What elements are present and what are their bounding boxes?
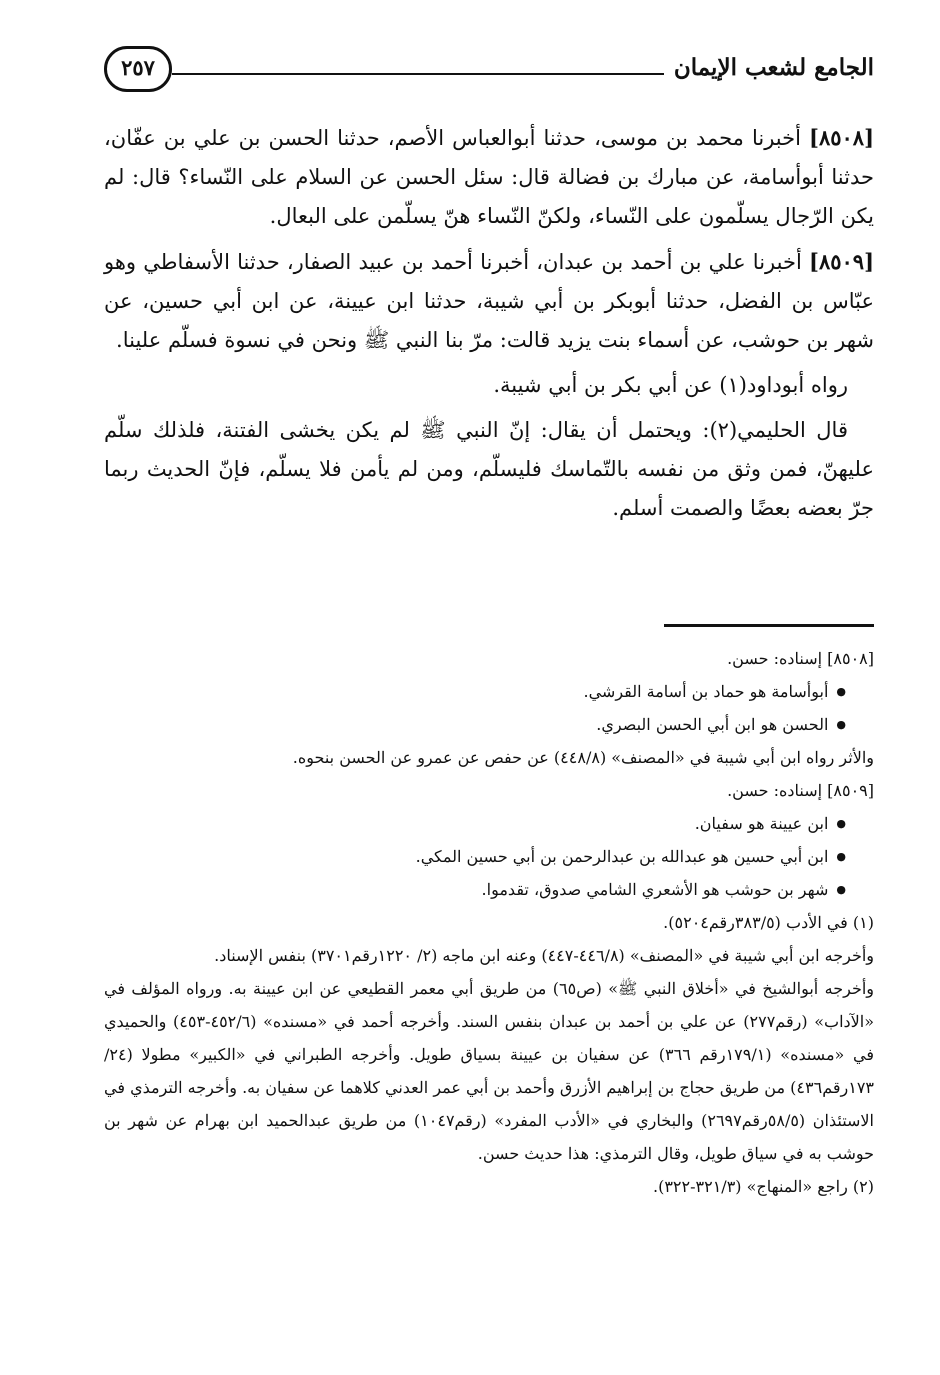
hadith-8509 xyxy=(104,242,874,360)
note-title-8508: [٨٥٠٨] إسناده: حسن. xyxy=(727,649,874,668)
hadith-number: [٨٥٠٩] xyxy=(809,249,874,274)
note-list-8508 xyxy=(104,675,874,741)
header-rule xyxy=(172,73,664,75)
footnote-1-para-1: وأخرجه ابن أبي شيبة في «المصنف» (٤٤٦/٨-٤٤٧) وعنه ابن ماجه (٢/ ١٢٢٠رقم٣٧٠١) بنفس الإسناد. xyxy=(214,946,874,965)
list-item: ● ابن عيينة هو سفيان. xyxy=(104,807,846,840)
footnote-2: (٢) راجع «المنهاج» (٣٢١/٣-٣٢٢). xyxy=(653,1177,874,1196)
note-title-8509: [٨٥٠٩] إسناده: حسن. xyxy=(727,781,874,800)
main-text xyxy=(104,118,874,534)
halimi-comment: قال الحليمي(٢): ويحتمل أن يقال: إنّ النبي ﷺ لم يكن يخشى الفتنة، فلذلك سلّم عليهنّ، فمن وثق من نفسه بالتّماسك فليسلّم، ومن لم يأمن فلا يسلّم، فإنّ الحديث ربما جرّ بعضه بعضًا والصمت أسلم. xyxy=(104,418,874,520)
page-header xyxy=(104,44,874,100)
hadith-number: [٨٥٠٨] xyxy=(809,125,874,150)
list-item: ● الحسن هو ابن أبي الحسن البصري. xyxy=(104,708,846,741)
note-list-8509 xyxy=(104,807,874,906)
footnote-separator xyxy=(664,624,874,627)
page-number-badge: ٢٥٧ xyxy=(104,46,172,92)
footnote-1: (١) في الأدب (٣٨٣/٥رقم٥٢٠٤). xyxy=(663,913,874,932)
note-trail-8508: والأثر رواه ابن أبي شيبة في «المصنف» (٤٤٨/٨) عن حفص عن عمرو عن الحسن بنحوه. xyxy=(292,748,874,767)
list-item: ● أبوأسامة هو حماد بن أسامة القرشي. xyxy=(104,675,846,708)
hadith-text: أخبرنا علي بن أحمد بن عبدان، أخبرنا أحمد بن عبيد الصفار، حدثنا الأسفاطي وهو عبّاس بن الفضل، حدثنا أبوبكر بن أبي شيبة، حدثنا ابن عيينة، عن ابن أبي حسين، عن شهر بن حوشب، عن أسماء بنت يزيد قالت: مرّ بنا النبي ﷺ ونحن في نسوة فسلّم علينا. xyxy=(104,250,874,352)
running-title: الجامع لشعب الإيمان xyxy=(673,54,874,81)
list-item: ● شهر بن حوشب هو الأشعري الشامي صدوق، تقدموا. xyxy=(104,873,846,906)
footnotes xyxy=(104,642,874,1203)
footnote-1-para-2: وأخرجه أبوالشيخ في «أخلاق النبي ﷺ» (ص٦٥) من طريق أبي معمر القطيعي عن ابن عيينة به. ورواه المؤلف في «الآداب» (رقم٢٧٧) عن علي بن أحمد بن عبدان بنفس السند. وأخرجه أحمد في «مسنده» (٤٥٢/٦-٤٥٣) والحميدي في «مسنده» (١٧٩/١رقم ٣٦٦) عن سفيان بن عيينة بسياق طويل. وأخرجه الطبراني في «الكبير» مطولا (٢٤/ ١٧٣رقم٤٣٦) من طريق حجاج بن إبراهيم الأزرق وأحمد بن أبي عمر العدني كلاهما عن سفيان به. وأخرجه الترمذي في الاستئذان (٥٨/٥رقم٢٦٩٧) والبخاري في «الأدب المفرد» (رقم١٠٤٧) من طريق عبدالحميد ابن بهرام عن شهر بن حوشب به في سياق طويل، وقال الترمذي: هذا حديث حسن. xyxy=(104,979,875,1163)
hadith-8508 xyxy=(104,118,874,236)
list-item: ● ابن أبي حسين هو عبدالله بن عبدالرحمن بن أبي حسين المكي. xyxy=(104,840,846,873)
narration-line: رواه أبوداود(١) عن أبي بكر بن أبي شيبة. xyxy=(493,373,848,397)
hadith-text: أخبرنا محمد بن موسى، حدثنا أبوالعباس الأصم، حدثنا الحسن بن علي بن عفّان، حدثنا أبوأسامة، عن مبارك بن فضالة قال: سئل الحسن عن السلام على النّساء؟ قال: لم يكن الرّجال يسلّمون على النّساء، ولكنّ النّساء هنّ يسلّمن على البعال. xyxy=(104,126,874,228)
